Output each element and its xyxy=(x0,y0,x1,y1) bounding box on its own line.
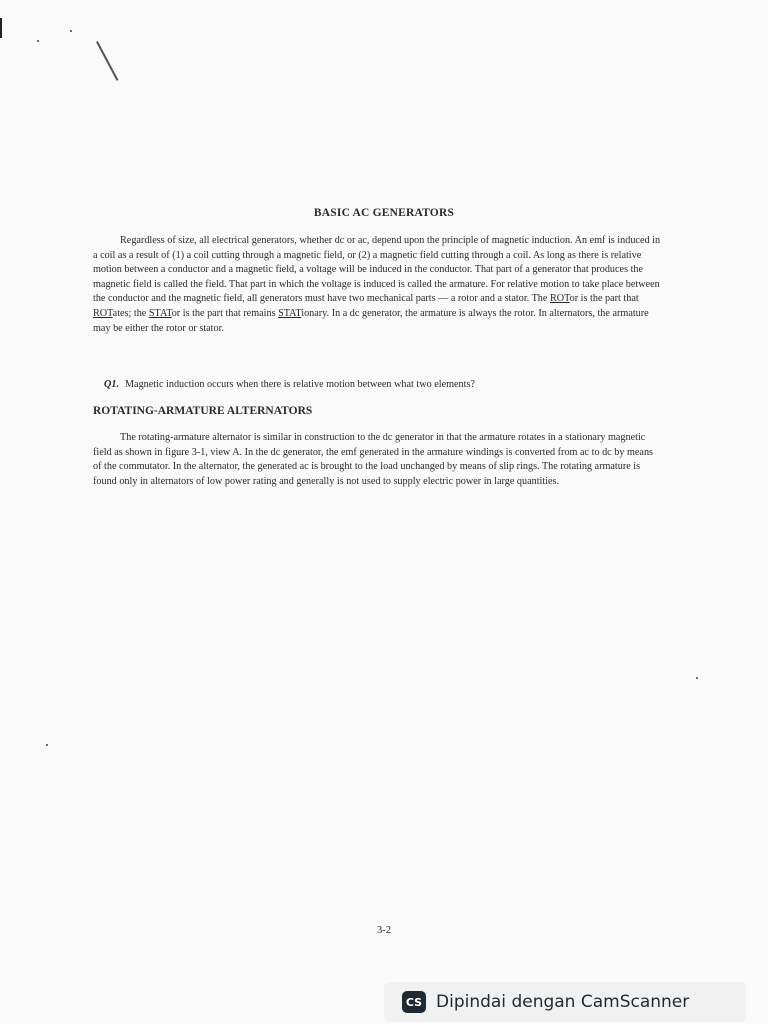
underlined-text: ROT xyxy=(93,307,113,319)
intro-paragraph xyxy=(93,234,664,336)
scan-speck xyxy=(37,40,39,42)
para-text: Regardless of size, all electrical generators, whether dc or ac, depend upon the principle of magnetic induction. An emf is induced in a coil as a result of (1) a coil cutting through a magnetic field, or (2) a magnetic field cutting through a coil. As long as there is relative motion between a conductor and a magnetic field, a voltage will be induced in the conductor. That part of a generator that produces the magnetic field is called the field. That part in which the voltage is induced is called the armature. For relative motion to take place between the conductor and the magnetic field, all generators must have two mechanical parts — a rotor and a stator. The xyxy=(93,235,661,305)
watermark-text: Dipindai dengan CamScanner xyxy=(436,992,690,1012)
para-text: ionary. In a dc generator, the armature is always the rotor. In alternators, the armature may be either the rotor or stator. xyxy=(93,307,649,334)
page-title: BASIC AC GENERATORS xyxy=(313,207,455,219)
pen-stroke-mark xyxy=(96,41,118,81)
scan-speck xyxy=(696,677,698,679)
question-label: Q1. xyxy=(104,379,119,390)
scan-edge-mark xyxy=(0,18,2,38)
underlined-text: STAT xyxy=(148,307,172,319)
question-text: Magnetic induction occurs when there is relative motion between what two elements? xyxy=(125,379,475,390)
section-heading: ROTATING-ARMATURE ALTERNATORS xyxy=(93,405,313,417)
page-number: 3-2 xyxy=(377,925,391,936)
rotating-armature-paragraph xyxy=(93,431,664,489)
camscanner-logo-icon: CS xyxy=(402,991,426,1013)
scan-speck xyxy=(46,744,48,746)
underlined-text: STAT xyxy=(278,307,302,319)
para-text: ates; the xyxy=(112,307,149,319)
camscanner-watermark xyxy=(384,982,746,1022)
para-text: The rotating-armature alternator is similar in construction to the dc generator in that the armature rotates in a stationary magnetic field as shown in figure 3-1, view A. In the dc generator, the emf generated in the armature windings is converted from ac to dc by means of the commutator. In the alternator, the generated ac is brought to the load unchanged by means of slip rings. The rotating armature is found only in alternators of low power rating and generally is not used to supply electric power in large quantities. xyxy=(93,432,654,487)
para-text: or is the part that remains xyxy=(171,307,279,319)
para-text: or is the part that xyxy=(569,293,639,305)
scan-speck xyxy=(70,30,72,32)
underlined-text: ROT xyxy=(549,293,570,305)
question-q1 xyxy=(104,378,664,392)
